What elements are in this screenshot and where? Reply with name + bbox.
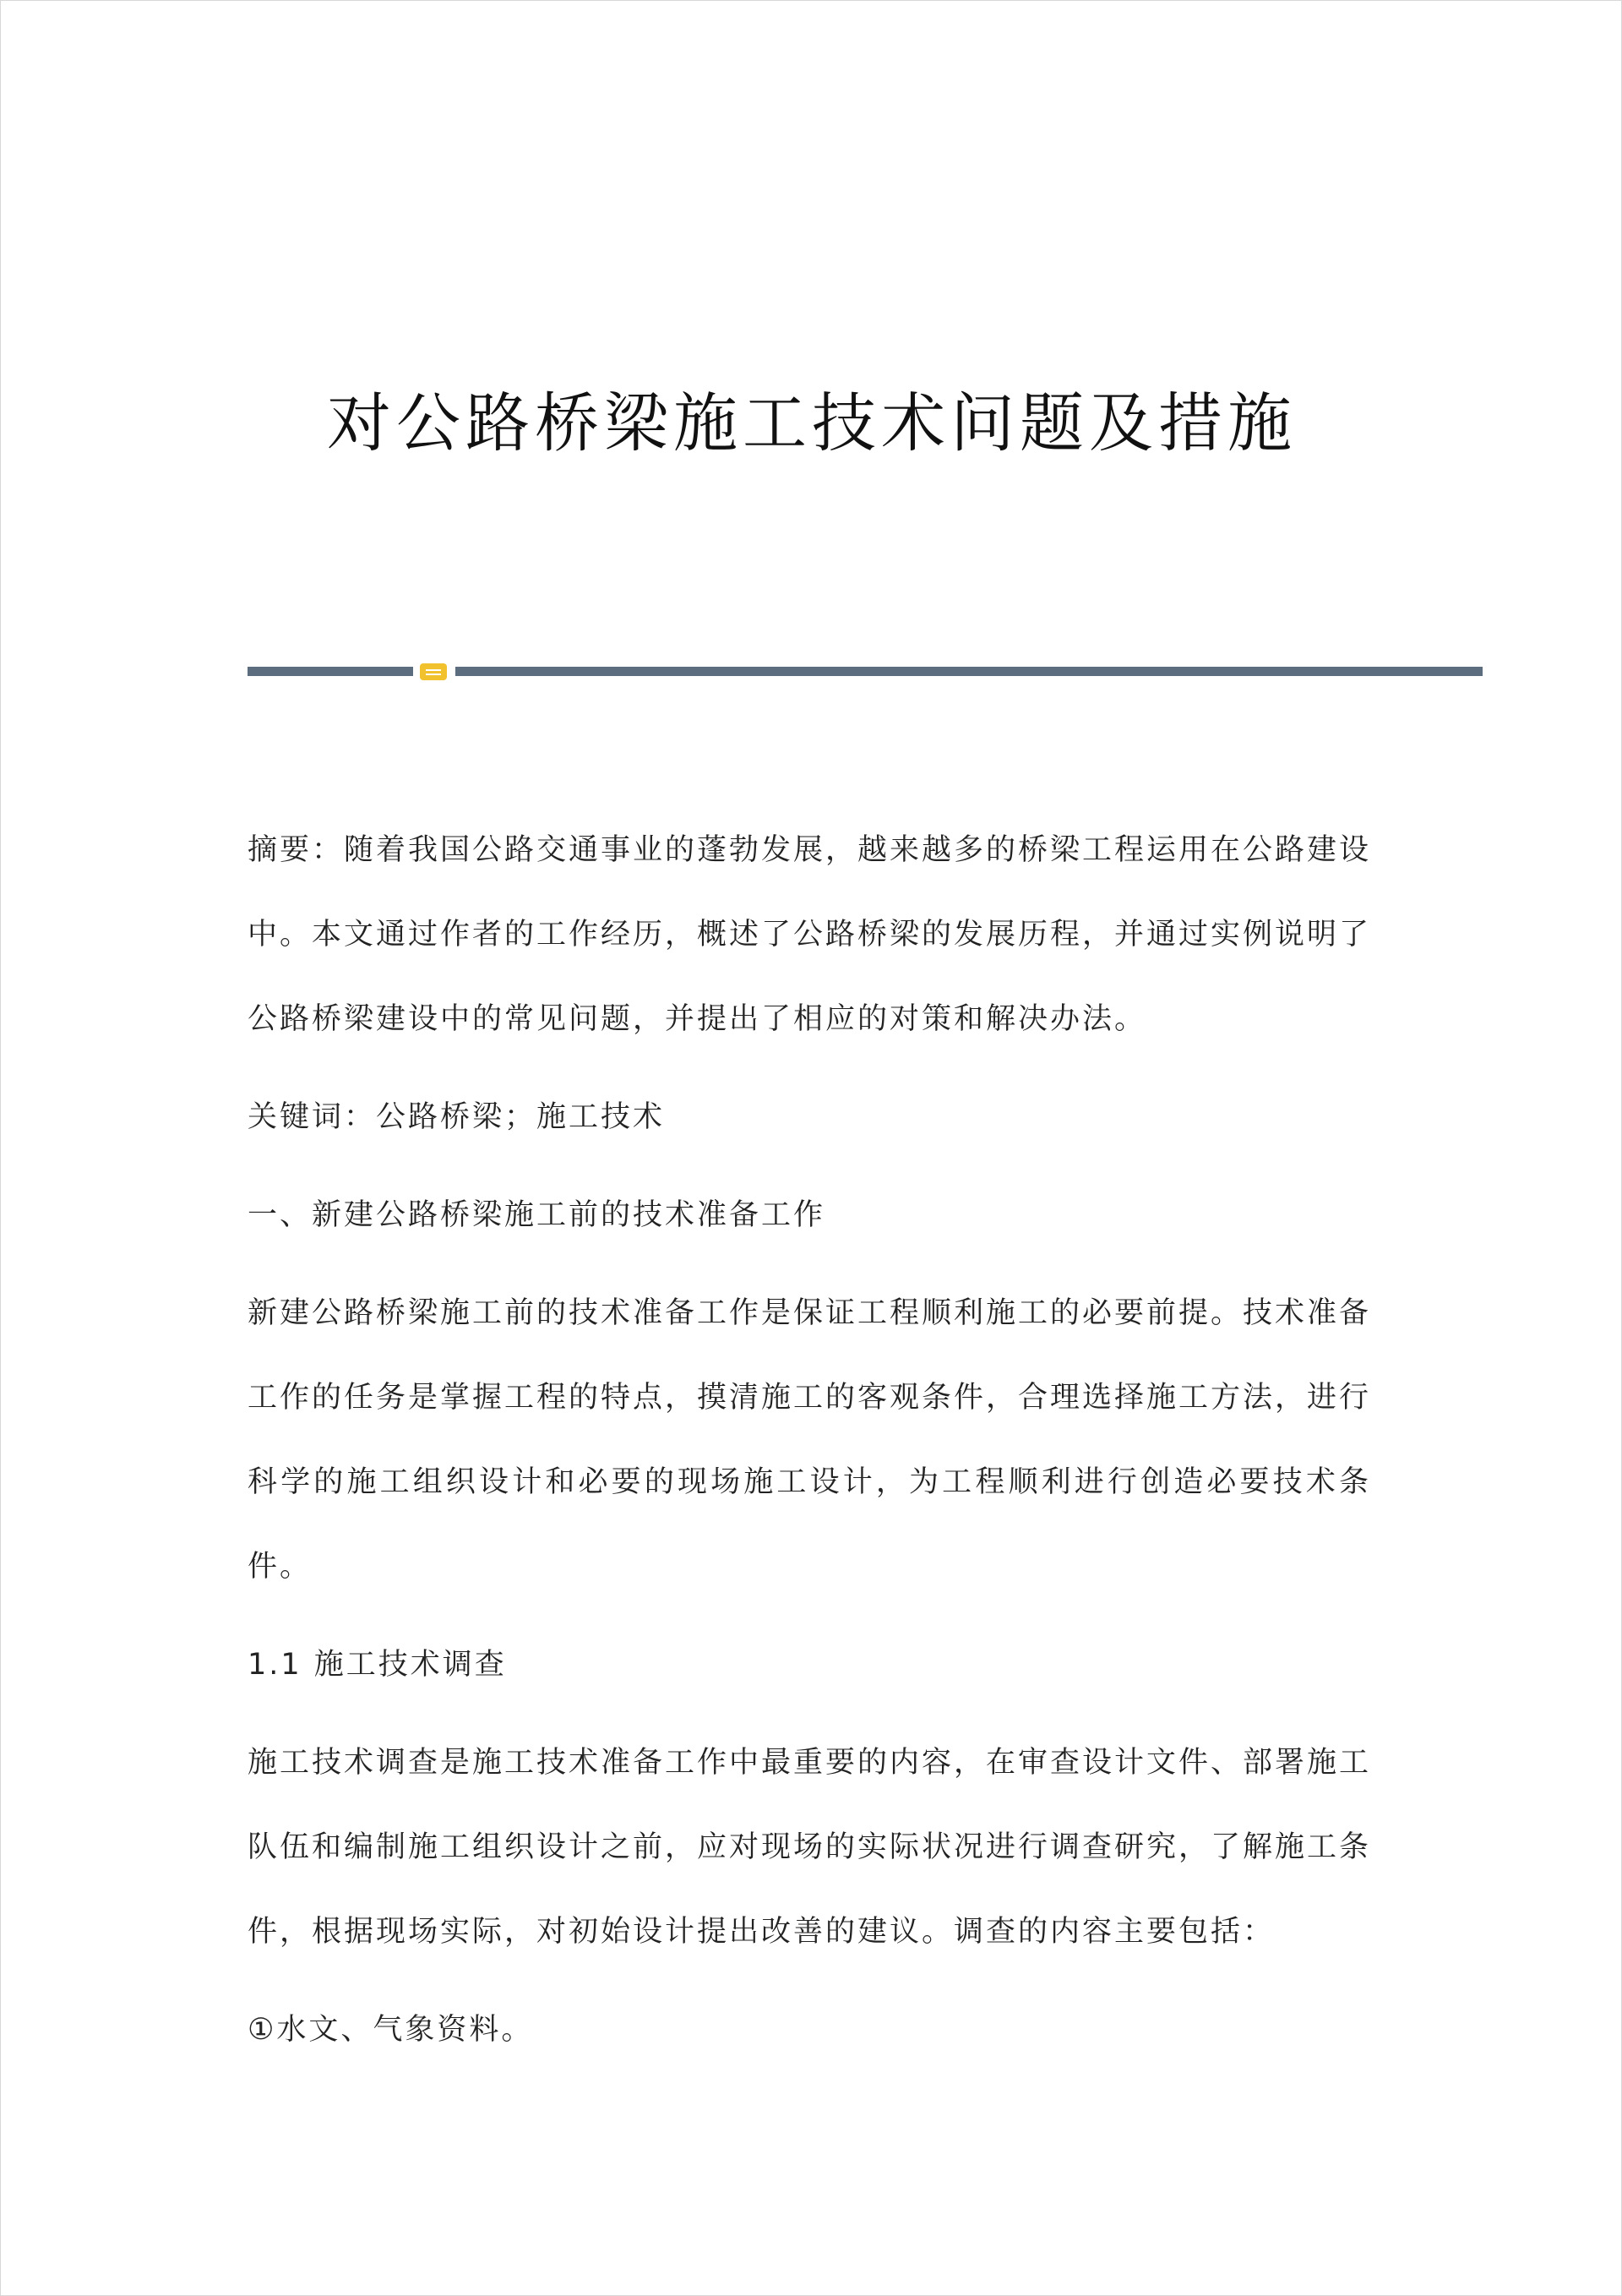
divider-bar-right: [455, 667, 1483, 676]
section-1-heading: 一、新建公路桥梁施工前的技术准备工作: [248, 1198, 826, 1232]
keywords-paragraph: 关键词：公路桥梁；施工技术: [248, 1100, 666, 1134]
list-item-1: ①水文、气象资料。: [248, 2013, 534, 2047]
subsection-1-1-heading: 1.1 施工技术调查: [248, 1648, 507, 1682]
title-divider: [248, 663, 1483, 680]
divider-badge-icon: [420, 663, 447, 680]
divider-bar-left: [248, 667, 413, 676]
document-body: [248, 808, 1371, 2086]
abstract-paragraph: 摘要：随着我国公路交通事业的蓬勃发展，越来越多的桥梁工程运用在公路建设中。本文通过作者的工作经历，概述了公路桥梁的发展历程，并通过实例说明了公路桥梁建设中的常见问题，并提出了相应的对策和解决办法。: [248, 833, 1372, 1036]
page-title: 对公路桥梁施工技术问题及措施: [327, 385, 1297, 461]
subsection-1-1-paragraph: 施工技术调查是施工技术准备工作中最重要的内容，在审查设计文件、部署施工队伍和编制施工组织设计之前，应对现场的实际状况进行调查研究，了解施工条件，根据现场实际，对初始设计提出改善的建议。调查的内容主要包括：: [248, 1746, 1372, 1949]
section-1-paragraph: 新建公路桥梁施工前的技术准备工作是保证工程顺利施工的必要前提。技术准备工作的任务是掌握工程的特点，摸清施工的客观条件，合理选择施工方法，进行科学的施工组织设计和必要的现场施工设计，为工程顺利进行创造必要技术条件。: [248, 1296, 1372, 1584]
